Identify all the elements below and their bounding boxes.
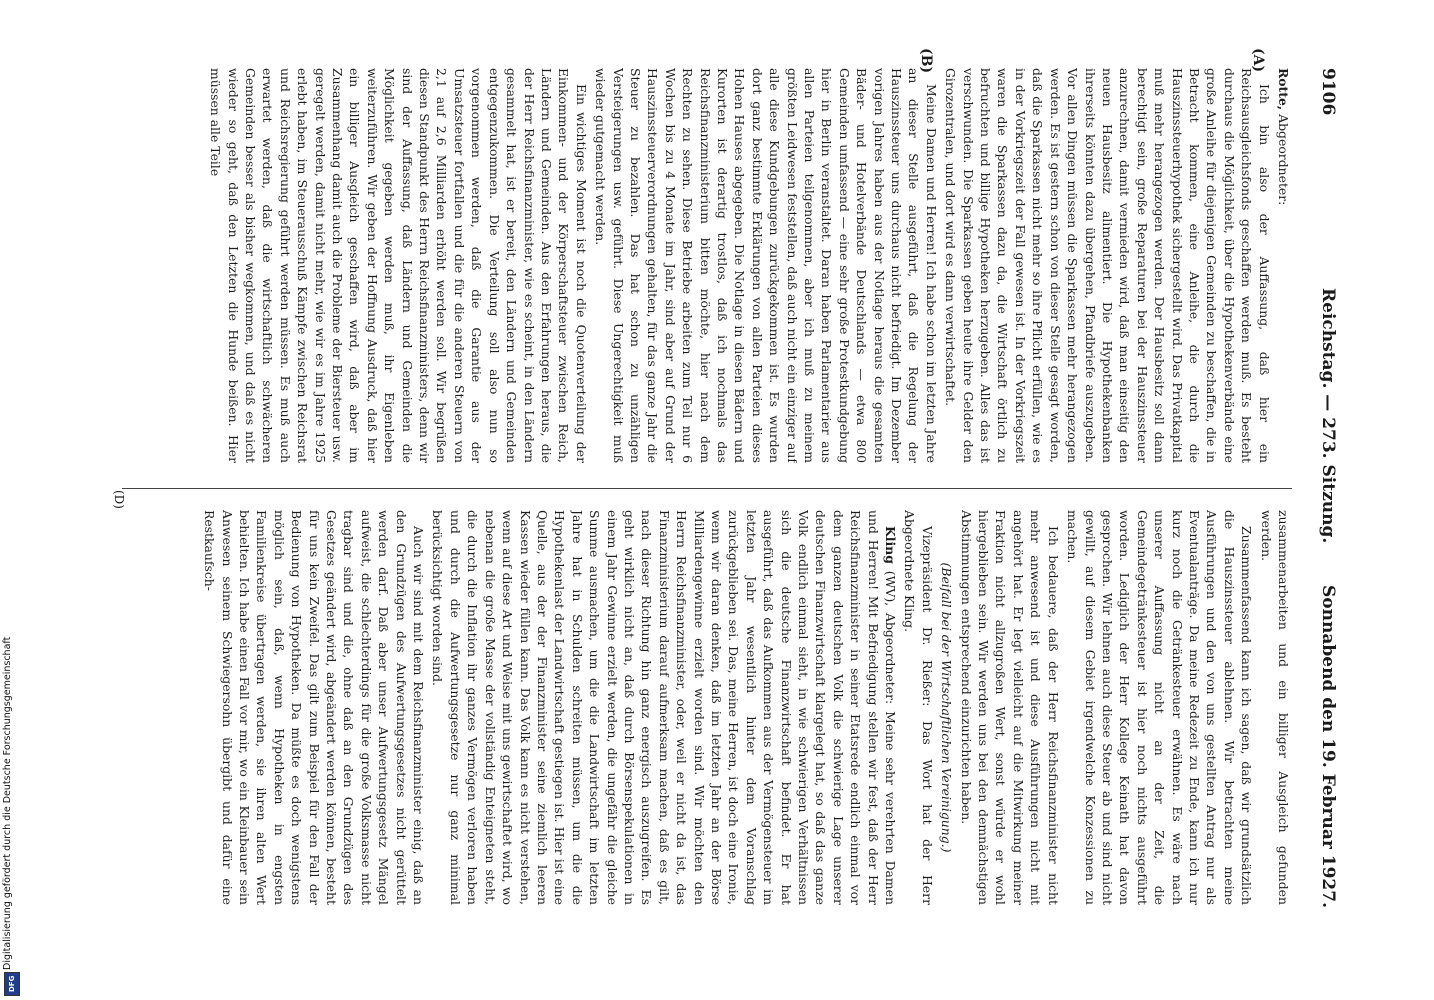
speaker-line bbox=[429, 510, 899, 905]
funding-credit-strip bbox=[2, 606, 22, 996]
margin-marker-d: (D) bbox=[112, 490, 126, 509]
column-divider bbox=[122, 488, 1292, 489]
paragraph: Auch wir sind mit dem Reichsfinanzminister einig, daß an den Grundzügen des Aufwertungsgesetzes nicht gerüttelt werden darf. Daß aber unser Aufwertungsgesetz Mängel aufweist, die schlechterdings für die große Volksmasse nicht tragbar sind und die, ohne daß an den Grundzügen des Gesetzes geändert wird, abgeändert werden können, besteht für uns kein Zweifel. Das gilt zum Beispiel für den Fall der Bedienung von Hypotheken. Da müßte es doch wenigstens möglich sein, daß, wenn Hypotheken in engsten Familienkreise übertragen werden, sie ihren alten Wert behielten. Ich habe einen Fall vor mir, wo ein Kleinbauer sein Anwesen seinem Schwiegersohn übergibt und dafür eine Restkaufsch- bbox=[202, 510, 427, 905]
session-date: Sonnabend den 19. Februar 1927. bbox=[1318, 585, 1338, 908]
paragraph: Zusammenfassend kann ich sagen, daß wir grundsätzlich die Hauszinssteuer ablehnen. Wir betrachten meine Ausführungen und den von uns gestellten Antrag nur als Eventualanträge. Da meine Redezeit zu Ende, kann ich nur kurz noch die Getränkesteuer erwähnen. Es wäre nach unserer Auffassung nicht an der Zeit, die Gemeindegetränkesteuer ist hier noch nichts ausgeführt worden. Lediglich der Herr Kollege Keinath hat davon gesprochen. Wir lehnen auch diese Steuer ab und sind nicht gewillt, auf diesem Gebiet irgendwelche Konzessionen zu machen. bbox=[1065, 510, 1255, 905]
paragraph: Ich bin also der Auffassung, daß hier ein Reichsausgleichsfonds geschaffen werden muß. Es besteht durchaus die Möglichkeit, über die Hypothekenverbände eine große Anleihe für diejenigen Gemeinden zu beschaffen, die in Betracht kommen, eine Anleihe, die durch die Hauszinssteuerhypothek sichergestellt wird. Das Privatkapital muß mehr herangezogen werden. Der Hausbesitz soll dann berechtigt sein, große Reparaturen bei der Hauszinssteuer anzurechnen, damit vermieden wird, daß man einseitig den neuen Hausbesitz alimentiert. Die Hypothekenbanken ihrerseits könnten dazu übergehen, Pfandbriefe auszugeben. Vor allen Dingen müssen die Sparkassen mehr herangezogen werden. Es ist gestern schon von dieser Stelle gesagt worden, daß die Sparkassen nicht mehr so ihre Pflicht erfüllen, wie es in der Vorkriegszeit der Fall gewesen ist. In der Vorkriegszeit waren die Sparkassen dazu da, die Wirtschaft örtlich zu befruchten und billige Hypotheken herzugeben. Alles das ist verschwunden. Die Sparkassen geben heute ihre Gelder den Girozentralen, und dort wird es dann verwirtschaftet. bbox=[943, 68, 1272, 463]
dfg-logo-icon: DFG bbox=[4, 972, 20, 996]
paragraph: zusammenarbeiten und ein billiger Ausgleich gefunden werden. bbox=[1258, 510, 1291, 905]
margin-marker-a: (A) bbox=[1250, 48, 1266, 73]
speaker-role: Abgeordneter: bbox=[1276, 114, 1291, 206]
session-title: Reichstag. — 273. Sitzung. bbox=[1318, 288, 1338, 544]
left-column bbox=[122, 68, 1292, 463]
speaker-line bbox=[1275, 68, 1292, 463]
speaker-role: (WV), Abgeordneter: bbox=[883, 570, 899, 705]
paragraph: Meine sehr verehrten Damen und Herren! Mit Befriedigung stellen wir fest, daß der Herr Reichsfinanzminister in seiner Etatsrede endlich einmal vor dem ganzen deutschen Volk die schwierige Lage unserer deutschen Finanzwirtschaft klargelegt hat, so daß das ganze Volk endlich einmal sieht, in wie schwierigen Verhältnissen sich die deutsche Finanzwirtschaft befindet. Er hat ausgeführt, daß das Aufkommen aus der Vermögensteuer im letzten Jahr wesentlich hinter dem Voranschlag zurückgeblieben sei. Das, meine Herren, ist doch eine Ironie, wenn wir daran denken, daß im letzten Jahr an der Börse Milliardengewinne erzielt worden sind. Wir möchten den Herrn Reichsfinanzminister, oder, weil er nicht da ist, das Finanzministerium darauf aufmerksam machen, daß es gilt, nach dieser Richtung hin ganz energisch auszugreifen. Es geht wirklich nicht an, daß durch Börsenspekulationen in einem Jahr Gewinne erzielt werden, die ungefähr die gleiche Summe ausmachen, um die die Landwirtschaft im letzten Jahre hat in Schulden schreiten müssen, um die die Hypothekenlast der Landwirtschaft gestiegen ist. Hier ist eine Quelle, aus der der Finanzminister seine ziemlich leeren Kassen wieder füllen kann. Das Volk kann es nicht verstehen, wenn auf diese Art und Weise mit uns gewirtschaftet wird, wo nebenan die große Masse der vollständig Enteigneten steht, die durch die Inflation ihr ganzes Vermögen verloren haben und durch die Aufwertungsgesetze nur ganz minimal berücksichtigt worden sind. bbox=[430, 510, 899, 905]
scanned-page bbox=[104, 48, 1352, 928]
speaker-name: Rotte, bbox=[1276, 68, 1291, 111]
right-column bbox=[122, 510, 1292, 905]
paragraph: Ich bedauere, daß der Herr Reichsfinanzminister nicht mehr anwesend ist und diese Ausführungen nicht mit angehört hat. Er legt vielleicht auf die Mitwirkung meiner Fraktion nicht allzugroßen Wert, sonst würde er wohl hiergeblieben sein. Wir werden uns bei den demnächstigen Abstimmungen entsprechend einzurichten haben. bbox=[958, 510, 1061, 905]
page-number: 9106 bbox=[1318, 68, 1338, 116]
page-header bbox=[1314, 48, 1338, 928]
president-line: Vizepräsident Dr. Rießer: Das Wort hat der Herr Abgeordnete Kling. bbox=[902, 510, 935, 905]
margin-marker-b: (B) bbox=[918, 48, 934, 74]
paragraph: Meine Damen und Herren! Ich habe schon im letzten Jahre an dieser Stelle ausgeführt, daß die Regelung der Hauszinssteuer uns durchaus nicht befriedigt. Im Dezember vorigen Jahres haben aus der Notlage heraus die gesamten Bäder- und Hotelverbände Deutschlands — etwa 800 Gemeinden umfassend — eine sehr große Protestkundgebung hier in Berlin veranstaltet. Daran haben Parlamentarier aus allen Parteien teilgenommen, aber ich muß zu meinem größten Leidwesen feststellen, daß auch nicht ein einziger auf alle diese Kundgebungen zurückgekommen ist. Es wurden dort ganz bestimmte Erklärungen von allen Parteien dieses Hohen Hauses abgegeben. Die Notlage in diesen Bädern und Kurorten ist derartig trostlos, daß ich nochmals das Reichsfinanzministerium bitten möchte, hier nach dem Rechten zu sehen. Diese Betriebe arbeiten zum Teil nur 6 Wochen bis zu 4 Monate im Jahr, sind aber auf Grund der Hauszinssteuerverordnungen gehalten, für das ganze Jahr die Steuer zu bezahlen. Das hat schon zu unzähligen Versteigerungen usw. geführt. Diese Ungerechtigkeit muß wieder gutgemacht werden. bbox=[593, 68, 939, 463]
speaker-name: Kling bbox=[883, 526, 899, 564]
applause-note: (Beifall bei der Wirtschaftlichen Vereinigung.) bbox=[939, 562, 955, 853]
paragraph: Ein wichtiges Moment ist noch die Quotenverteilung der Einkommen- und der Körperschaftsteuer zwischen Reich, Ländern und Gemeinden. Aus den Erfahrungen heraus, die der Herr Reichsfinanzminister, wie es scheint, in den Ländern gesammelt hat, ist er bereit, den Ländern und Gemeinden entgegenzukommen. Die Verteilung soll also nun so vorgenommen werden, daß die Garantie aus der Umsatzsteuer fortfallen und die für die anderen Steuern von 2,1 auf 2,6 Milliarden erhöht werden soll. Wir begrüßen diesen Standpunkt des Herrn Reichsfinanzministers, denn wir sind der Auffassung, daß Ländern und Gemeinden die Möglichkeit gegeben werden muß, ihr Eigenleben weiterzuführen. Wir geben der Hoffnung Ausdruck, daß hier ein billiger Ausgleich geschaffen wird, daß aber im Zusammenhang damit auch die Probleme der Biersteuer usw. geregelt werden, damit nicht mehr, wie wir es im Jahre 1925 erlebt haben, im Steuerausschuß Kämpfe zwischen Reichsrat und Reichsregierung geführt werden müssen. Es muß auch erwartet werden, daß die wirtschaftlich schwächeren Gemeinden besser als bisher wegkommen, und daß es nicht wieder so geht, daß den Letzten die Hunde beißen. Hier müssen alle Teile bbox=[208, 68, 589, 463]
funding-credit: Digitalisierung gefördert durch die Deutsche Forschungsgemeinschaft bbox=[2, 636, 13, 970]
